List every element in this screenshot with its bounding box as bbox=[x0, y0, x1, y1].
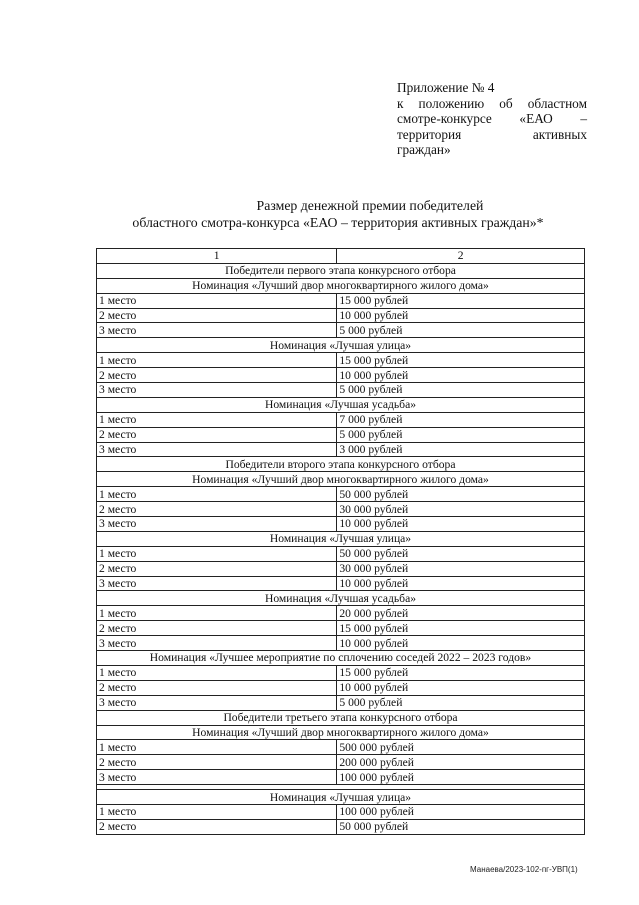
prize-table-body bbox=[97, 249, 585, 835]
column-header: 2 bbox=[337, 249, 585, 264]
section-row bbox=[97, 531, 585, 546]
prize-cell: 15 000 рублей bbox=[337, 293, 585, 308]
column-header: 1 bbox=[97, 249, 337, 264]
section-heading: Номинация «Лучшая улица» bbox=[97, 790, 585, 805]
place-cell: 3 место bbox=[97, 695, 337, 710]
place-cell: 1 место bbox=[97, 487, 337, 502]
table-row bbox=[97, 293, 585, 308]
appendix-number: Приложение № 4 bbox=[397, 80, 495, 95]
prize-cell: 10 000 рублей bbox=[337, 308, 585, 323]
prize-cell: 500 000 рублей bbox=[337, 740, 585, 755]
section-row bbox=[97, 457, 585, 472]
table-row bbox=[97, 353, 585, 368]
prize-cell: 100 000 рублей bbox=[337, 804, 585, 819]
prize-cell: 5 000 рублей bbox=[337, 695, 585, 710]
prize-cell: 50 000 рублей bbox=[337, 819, 585, 834]
place-cell: 2 место bbox=[97, 368, 337, 383]
prize-cell: 5 000 рублей bbox=[337, 383, 585, 398]
place-cell: 1 место bbox=[97, 804, 337, 819]
table-row bbox=[97, 517, 585, 532]
table-row bbox=[97, 755, 585, 770]
prize-cell: 10 000 рублей bbox=[337, 680, 585, 695]
table-header-row bbox=[97, 249, 585, 264]
prize-cell: 10 000 рублей bbox=[337, 517, 585, 532]
section-row bbox=[97, 338, 585, 353]
table-row bbox=[97, 442, 585, 457]
prize-cell: 3 000 рублей bbox=[337, 442, 585, 457]
table-row bbox=[97, 680, 585, 695]
appendix-text-line: к положению об областном bbox=[397, 95, 587, 111]
prize-cell: 7 000 рублей bbox=[337, 412, 585, 427]
prize-cell: 100 000 рублей bbox=[337, 770, 585, 785]
place-cell: 3 место bbox=[97, 383, 337, 398]
table-row bbox=[97, 427, 585, 442]
place-cell: 3 место bbox=[97, 323, 337, 338]
place-cell: 1 место bbox=[97, 546, 337, 561]
section-row bbox=[97, 278, 585, 293]
section-row bbox=[97, 591, 585, 606]
table-row bbox=[97, 368, 585, 383]
place-cell: 2 место bbox=[97, 308, 337, 323]
appendix-text-line: граждан» bbox=[397, 142, 451, 157]
place-cell: 2 место bbox=[97, 680, 337, 695]
place-cell: 3 место bbox=[97, 770, 337, 785]
place-cell: 3 место bbox=[97, 576, 337, 591]
table-row bbox=[97, 412, 585, 427]
table-row bbox=[97, 323, 585, 338]
title-line: Размер денежной премии победителей bbox=[256, 198, 484, 213]
section-heading: Победители первого этапа конкурсного отбора bbox=[97, 263, 585, 278]
place-cell: 1 место bbox=[97, 412, 337, 427]
section-heading: Номинация «Лучшая усадьба» bbox=[97, 397, 585, 412]
place-cell: 1 место bbox=[97, 293, 337, 308]
table-row bbox=[97, 487, 585, 502]
section-heading: Победители третьего этапа конкурсного отбора bbox=[97, 710, 585, 725]
place-cell: 2 место bbox=[97, 819, 337, 834]
table-row bbox=[97, 308, 585, 323]
prize-table bbox=[96, 248, 585, 835]
title-line: областного смотра-конкурса «ЕАО – территория активных граждан»* bbox=[132, 215, 544, 230]
section-heading: Номинация «Лучший двор многоквартирного жилого дома» bbox=[97, 472, 585, 487]
table-row bbox=[97, 636, 585, 651]
table-row bbox=[97, 502, 585, 517]
prize-cell: 10 000 рублей bbox=[337, 368, 585, 383]
section-row bbox=[97, 472, 585, 487]
place-cell: 2 место bbox=[97, 561, 337, 576]
appendix-text-line: территория активных bbox=[397, 126, 587, 142]
section-row bbox=[97, 397, 585, 412]
appendix-block bbox=[397, 80, 587, 158]
table-row bbox=[97, 665, 585, 680]
prize-cell: 15 000 рублей bbox=[337, 353, 585, 368]
prize-cell: 10 000 рублей bbox=[337, 576, 585, 591]
place-cell: 3 место bbox=[97, 636, 337, 651]
document-title bbox=[80, 197, 639, 231]
table-row bbox=[97, 695, 585, 710]
place-cell: 3 место bbox=[97, 517, 337, 532]
place-cell: 3 место bbox=[97, 442, 337, 457]
place-cell: 2 место bbox=[97, 502, 337, 517]
section-heading: Номинация «Лучшее мероприятие по сплочению соседей 2022 – 2023 годов» bbox=[97, 651, 585, 666]
table-row bbox=[97, 606, 585, 621]
section-heading: Номинация «Лучшая улица» bbox=[97, 531, 585, 546]
section-heading: Номинация «Лучший двор многоквартирного жилого дома» bbox=[97, 725, 585, 740]
prize-cell: 50 000 рублей bbox=[337, 487, 585, 502]
place-cell: 2 место bbox=[97, 755, 337, 770]
section-row bbox=[97, 725, 585, 740]
section-row bbox=[97, 651, 585, 666]
appendix-text-line: смотре-конкурсе «ЕАО – bbox=[397, 111, 587, 126]
prize-cell: 15 000 рублей bbox=[337, 621, 585, 636]
place-cell: 2 место bbox=[97, 621, 337, 636]
section-row bbox=[97, 263, 585, 278]
prize-cell: 200 000 рублей bbox=[337, 755, 585, 770]
section-heading: Номинация «Лучшая улица» bbox=[97, 338, 585, 353]
section-row bbox=[97, 710, 585, 725]
place-cell: 2 место bbox=[97, 427, 337, 442]
prize-cell: 50 000 рублей bbox=[337, 546, 585, 561]
footer-document-code: Манаева/2023-102-пг-УВП(1) bbox=[470, 865, 578, 874]
place-cell: 1 место bbox=[97, 353, 337, 368]
table-row bbox=[97, 561, 585, 576]
prize-cell: 5 000 рублей bbox=[337, 323, 585, 338]
place-cell: 1 место bbox=[97, 740, 337, 755]
table-row bbox=[97, 383, 585, 398]
section-heading: Победители второго этапа конкурсного отбора bbox=[97, 457, 585, 472]
table-row bbox=[97, 740, 585, 755]
prize-cell: 10 000 рублей bbox=[337, 636, 585, 651]
prize-cell: 15 000 рублей bbox=[337, 665, 585, 680]
prize-cell: 20 000 рублей bbox=[337, 606, 585, 621]
prize-cell: 30 000 рублей bbox=[337, 502, 585, 517]
section-heading: Номинация «Лучшая усадьба» bbox=[97, 591, 585, 606]
table-row bbox=[97, 621, 585, 636]
table-row bbox=[97, 804, 585, 819]
section-row bbox=[97, 790, 585, 805]
table-row bbox=[97, 770, 585, 785]
place-cell: 1 место bbox=[97, 665, 337, 680]
place-cell: 1 место bbox=[97, 606, 337, 621]
table-row bbox=[97, 819, 585, 834]
table-row bbox=[97, 576, 585, 591]
section-heading: Номинация «Лучший двор многоквартирного жилого дома» bbox=[97, 278, 585, 293]
prize-cell: 5 000 рублей bbox=[337, 427, 585, 442]
table-row bbox=[97, 546, 585, 561]
prize-cell: 30 000 рублей bbox=[337, 561, 585, 576]
